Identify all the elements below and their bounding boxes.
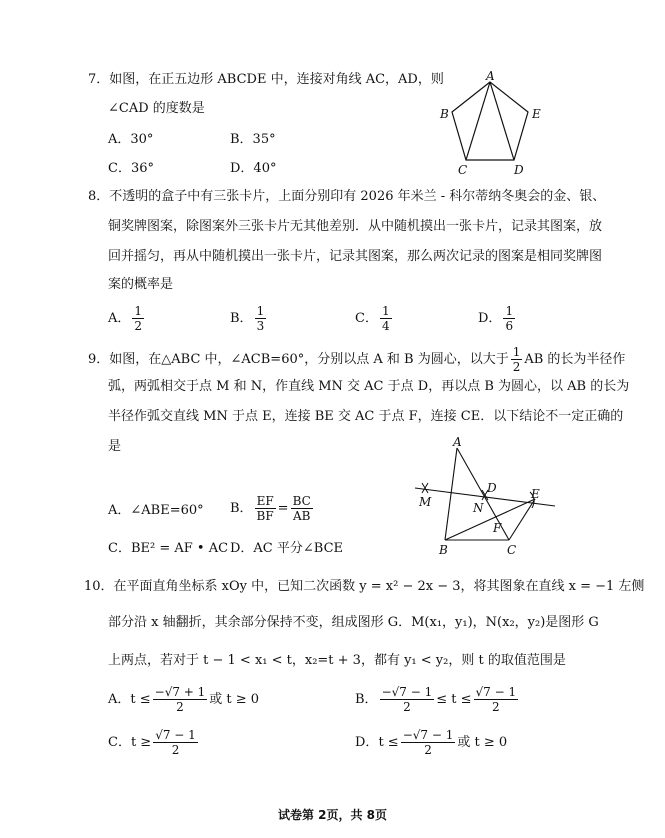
q9-line1: 9．如图，在△ABC 中，∠ACB=60°，分别以点 A 和 B 为圆心，以大于 $\frac{1}{2}$ AB 的长为半径作 xyxy=(88,345,626,374)
q9-label-b: B xyxy=(439,543,448,557)
page-footer: 试卷第 2页，共 8页 xyxy=(277,808,388,822)
q9-label-f: F xyxy=(493,521,502,535)
q8-option-d: D． $\frac{1}{6}$ xyxy=(478,304,514,333)
q9-label-n: N xyxy=(473,501,484,515)
q9-label-a: A xyxy=(453,436,462,449)
q8-option-b: B． $\frac{1}{3}$ xyxy=(230,304,265,333)
q8-option-a: A． $\frac{1}{2}$ xyxy=(108,304,143,333)
q10-option-d: D．t ≤ $\frac{-√7 - 1}{2}$ 或 t ≥ 0 xyxy=(355,728,508,757)
q8-line2: 铜奖牌图案，除图案外三张卡片无其他差别．从中随机摸出一张卡片，记录其图案，放 xyxy=(108,219,603,234)
q7-label-e: E xyxy=(532,107,541,121)
q9-option-a: A．∠ABE=60° xyxy=(108,503,204,518)
q7-label-a: A xyxy=(486,70,495,83)
q7-label-d: D xyxy=(514,163,524,177)
q7-line1: 7．如图，在正五边形 ABCDE 中，连接对角线 AC，AD，则 xyxy=(88,72,444,87)
q7-pentagon-figure xyxy=(430,70,550,180)
q10-option-a: A．t ≤ $\frac{-√7 + 1}{2}$ 或 t ≥ 0 xyxy=(108,685,260,714)
q9-option-d: D．AC 平分∠BCE xyxy=(230,541,344,556)
q9-label-d: D xyxy=(487,481,497,495)
q10-line3: 上两点，若对于 t − 1 < x₁ < t，x₂=t + 3，都有 y₁ < y₂，则 t 的取值范围是 xyxy=(108,653,566,668)
q9-label-e: E xyxy=(531,487,540,501)
q9-line2: 弧，两弧相交于点 M 和 N，作直线 MN 交 AC 于点 D，再以点 B 为圆心，以 AB 的长为 xyxy=(108,379,630,394)
q9-triangle-figure xyxy=(405,436,565,558)
q9-label-c: C xyxy=(507,543,517,557)
q8-line3: 回并摇匀，再从中随机摸出一张卡片，记录其图案，那么两次记录的图案是相同奖牌图 xyxy=(108,249,603,264)
q10-option-c: C．t ≥ $\frac{√7 - 1}{2}$ xyxy=(108,728,196,757)
q9-option-b: B． $\frac{EF}{BF}$ = $\frac{BC}{AB}$ xyxy=(230,494,311,523)
q9-option-c: C．BE² = AF • AC xyxy=(108,541,229,556)
q10-option-b: B． $\frac{-√7 - 1}{2}$ ≤ t ≤ $\frac{√7 - 1}{2}$ xyxy=(355,685,517,714)
q7-label-b: B xyxy=(440,107,449,121)
q7-line2: ∠CAD 的度数是 xyxy=(108,101,205,116)
q9-line3: 半径作弧交直线 MN 于点 E，连接 BE 交 AC 于点 F，连接 CE．以下结论不一定正确的 xyxy=(108,409,624,424)
q10-line1: 10．在平面直角坐标系 xOy 中，已知二次函数 y = x² − 2x − 3，将其图象在直线 x = −1 左侧 xyxy=(84,579,645,594)
q7-option-a: A．30° xyxy=(108,132,154,147)
q7-option-d: D．40° xyxy=(230,161,277,176)
q8-option-c: C． $\frac{1}{4}$ xyxy=(355,304,390,333)
q7-option-c: C．36° xyxy=(108,161,154,176)
q9-label-m: M xyxy=(419,495,432,509)
q8-line1: 8．不透明的盒子中有三张卡片，上面分别印有 2026 年米兰 - 科尔蒂纳冬奥会的金、银、 xyxy=(88,189,606,204)
q9-line4: 是 xyxy=(108,439,122,454)
q10-line2: 部分沿 x 轴翻折，其余部分保持不变，组成图形 G．M(x₁，y₁)，N(x₂，y₂)是图形 G xyxy=(108,615,599,630)
q7-option-b: B．35° xyxy=(230,132,276,147)
q7-label-c: C xyxy=(458,163,468,177)
q8-line4: 案的概率是 xyxy=(108,277,174,292)
